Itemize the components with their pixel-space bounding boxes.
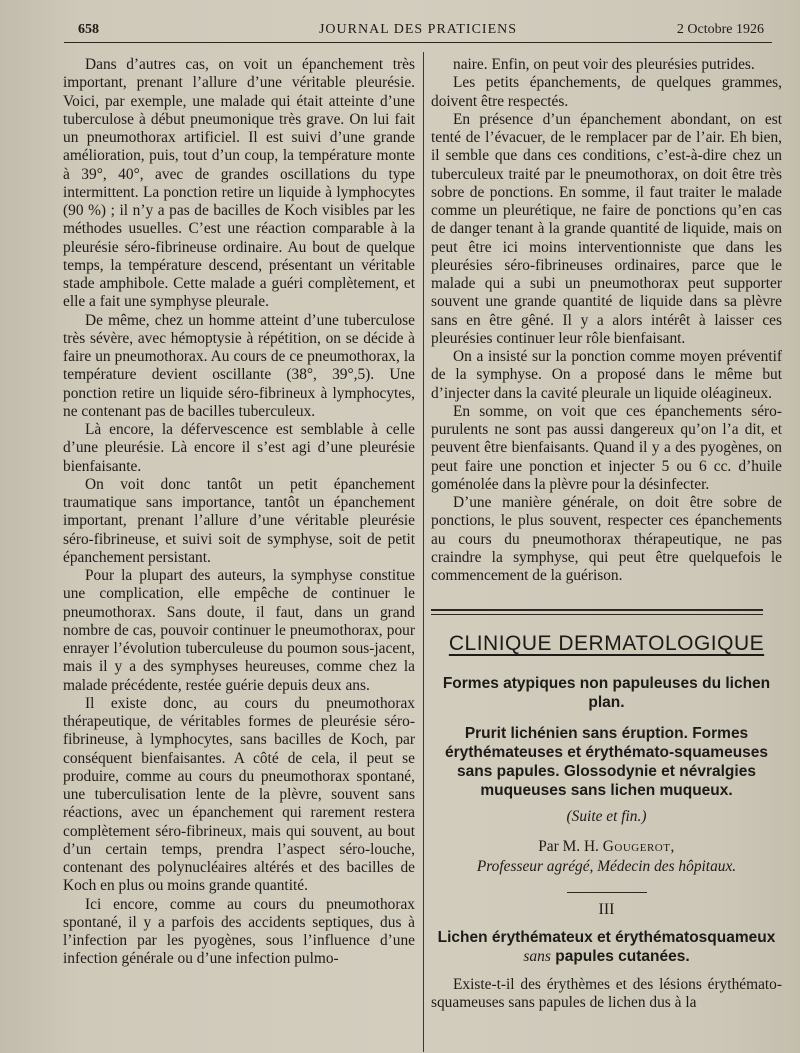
article-title: Formes atypiques non papuleuses du lichen plan.: [442, 674, 771, 711]
journal-title: JOURNAL DES PRATICIENS: [318, 22, 518, 37]
part-numeral: III: [598, 901, 615, 919]
author-role: Professeur agrégé, Médecin des hôpitaux.: [476, 858, 737, 875]
part-heading-text: Lichen érythémateux et érythématosquameux: [437, 928, 776, 946]
paragraph: Ici encore, comme au cours du pneumothorax spontané, il y a parfois des accidents septiques, dus à l’infection par les pyogènes, sous l’influence d’une infection générale ou d’une infection pulmo-: [63, 895, 415, 968]
paragraph: Existe-t-il des érythèmes et des lésions érythémato-squameuses sans papules de lichen dus à la: [431, 975, 782, 1011]
page-number: 658: [78, 22, 99, 37]
paragraph: On a insisté sur la ponction comme moyen préventif de la symphyse. On a proposé dans le même but d’injecter dans la cavité pleurale un liquide oléagineux.: [431, 348, 782, 402]
left-column: [63, 56, 415, 969]
paragraph: naire. Enfin, on peut voir des pleurésies putrides.: [453, 56, 755, 73]
paragraph: En présence d’un épanchement abondant, on est tenté de l’évacuer, de le remplacer par de l’air. Eh bien, il semble que dans ces conditions, c’est-à-dire chez un tuberculeux traité par le pneumothorax, on doit être très sobre de ponctions. En somme, il faut traiter le malade comme un pleurétique, ne faire de ponctions qu’en cas de danger tenant à la grande quantité de liquide, mais on peut être ici moins interventionniste que dans les pleurésies séro-fibrineuses ordinaires, parce que le malade qui a subi un pneumothorax peut supporter souvent une grande quantité de liquide dans sa plèvre sans en être gêné. Il y a alors intérêt à laisser ces pleurésies continuer leur rôle bienfaisant.: [431, 110, 782, 347]
author-name: Gougerot,: [602, 837, 675, 855]
part-rule: [567, 892, 647, 893]
paragraph: Là encore, la défervescence est semblable à celle d’une pleurésie. Là encore il s’est agi d’une pleurésie bienfaisante.: [63, 421, 415, 475]
section-title: CLINIQUE DERMATOLOGIQUE: [448, 632, 765, 656]
continuation-note: (Suite et fin.): [566, 807, 647, 825]
part-heading-end: papules cutanées.: [555, 947, 690, 965]
paragraph: En somme, on voit que ces épanchements séro-purulents ne sont pas aussi dangereux qu’on l’a dit, et peuvent être bienfaisants. Quand il y a des pyogènes, on peut faire une ponction et injecter 5 ou 6 cc. d’huile goménolée dans la plèvre pour la désinfecter.: [431, 402, 782, 493]
paragraph: D’une manière générale, on doit être sobre de ponctions, le plus souvent, respecter ces épanchements au cours du pneumothorax thérapeutique, ne pas craindre la symphyse, qui peut être quelquefois le commencement de la guérison.: [431, 494, 782, 584]
paragraph: Dans d’autres cas, on voit un épanchement très important, prenant l’allure d’une véritable pleurésie. Voici, par exemple, une malade qui était atteinte d’une tuberculose à début pneumonique très grave. On lui fait un pneumothorax artificiel. Il est suivi d’une grande amélioration, puis, tout d’un coup, la température monte à 39°, 40°, avec de grandes oscillations du type intermittent. La ponction retire un liquide à lymphocytes (90 %) ; il n’y a pas de bacilles de Koch visibles par les méthodes usuelles. C’est une réaction comparable à la pleurésie séro-fibrineuse ordinaire. Au bout de quelque temps, la température descend, présentant un véritable stade amphibole. Cette malade a guéri complètement, et elle a fait une symphyse pleurale.: [63, 56, 415, 311]
part-heading: [431, 928, 782, 966]
section-rule: [431, 609, 763, 615]
paragraph: Pour la plupart des auteurs, la symphyse constitue une complication, elle empêche de continuer le pneumothorax. Sans doute, il faut, dans un grand nombre de cas, pouvoir continuer le pneumothorax, pour enrayer l’évolution tuberculeuse du poumon sous-jacent, mais il y a des symphyses heureuses, comme chez la malade précédente, restée guérie depuis deux ans.: [63, 567, 415, 694]
paragraph: De même, chez un homme atteint d’une tuberculose très sévère, avec hémoptysie à répétition, on se décide à faire un pneumothorax. Au cours de ce pneumothorax, la température devient oscillante (38°, 39°,5). Une ponction retire un liquide séro-fibrineux à lymphocytes, ne contenant pas de bacilles tuberculeux.: [63, 311, 415, 420]
paragraph: On voit donc tantôt un petit épanchement traumatique sans importance, tantôt un épanchement important, prenant l’allure d’une véritable pleurésie séro-fibrineuse, et suivi soit de symphyse, soit de petit épanchement persistant.: [63, 475, 415, 566]
issue-date: 2 Octobre 1926: [676, 22, 764, 37]
paragraph: Les petits épanchements, de quelques grammes, doivent être respectés.: [431, 74, 782, 110]
right-column: [431, 56, 782, 1012]
byline: [431, 838, 782, 856]
paragraph: Il existe donc, au cours du pneumothorax thérapeutique, de véritables formes de pleurésie séro-fibrineuse, à lymphocytes, sans bacilles de Koch, par conséquent bienfaisantes. A côté de cela, il peut se produire, comme au cours du pneumothorax spontané, une tuberculisation lente de la plèvre, souvent sans réactions, avec un épanchement qui rarement restera complètement séro-fibrineux, mais qui souvent, au bout d’un certain temps, prendra l’aspect séro-louche, contenant des polynucléaires altérés et des bacilles de Koch en plus ou moins grande quantité.: [63, 694, 415, 895]
part-heading-italic: sans: [523, 947, 551, 965]
byline-prefix: Par M. H.: [538, 837, 599, 855]
column-divider: [423, 52, 424, 1052]
running-head: [64, 20, 772, 43]
article-subtitle: Prurit lichénien sans éruption. Formes érythémateuses et érythémato-squameuses sans papules. Glossodynie et névralgies muqueuses sans lichen muqueux.: [444, 724, 769, 799]
